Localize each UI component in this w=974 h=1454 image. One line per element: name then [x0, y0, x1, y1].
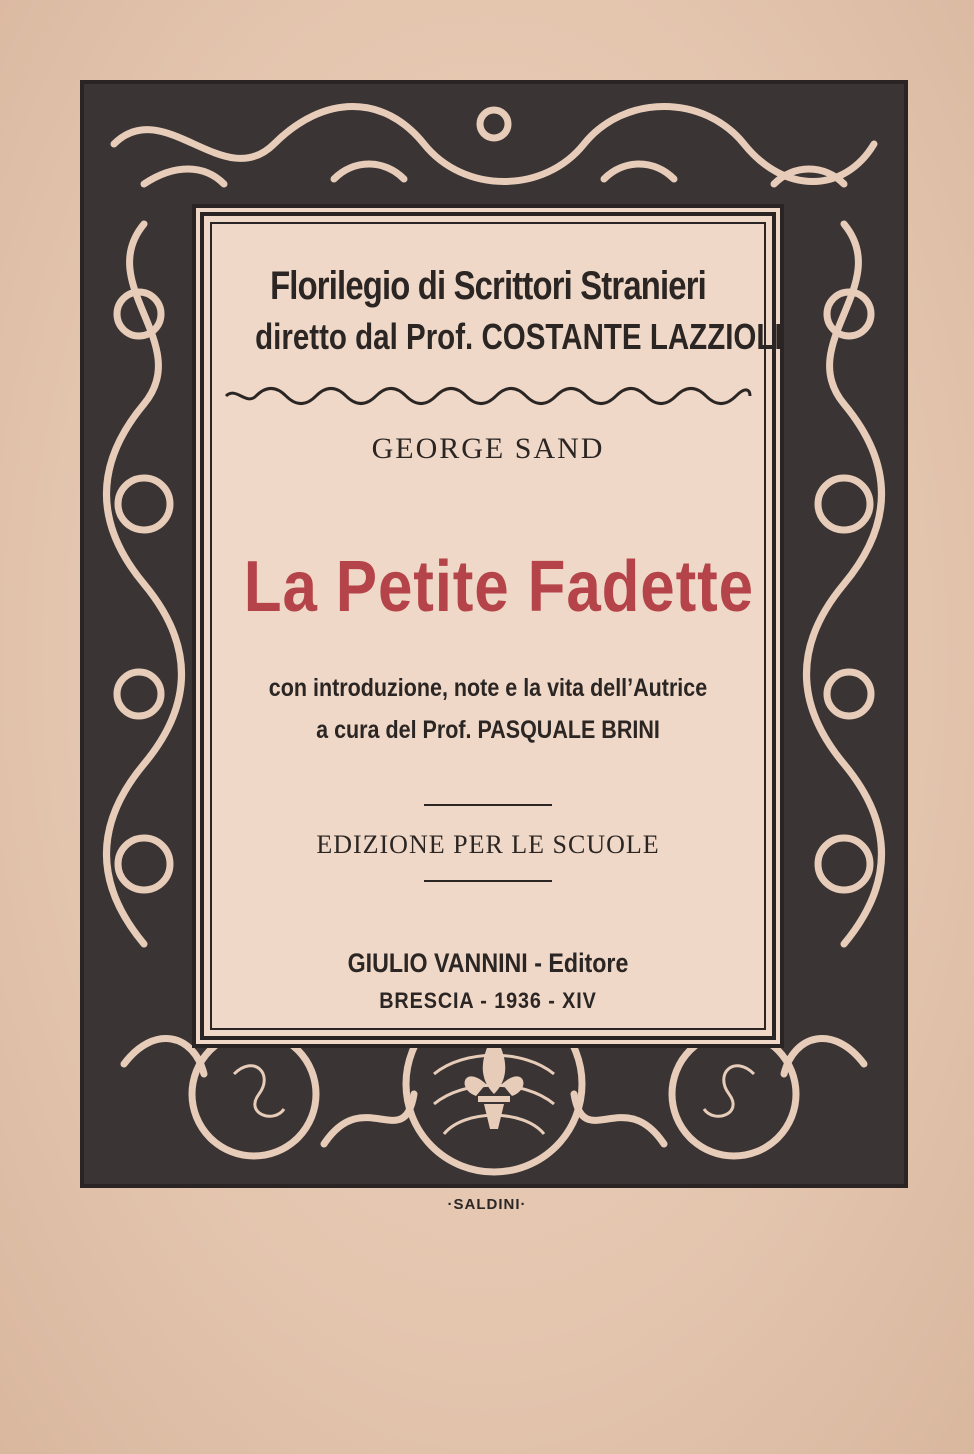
- wavy-divider: [222, 384, 754, 408]
- subtitle: con introduzione, note e la vita dell’Autrice: [268, 674, 708, 702]
- series-director: diretto dal Prof. COSTANTE LAZZIOLI: [255, 316, 783, 357]
- edition-label: EDIZIONE PER LE SCUOLE: [316, 830, 660, 859]
- rule-above-edition: [424, 804, 552, 806]
- curator-line: a cura del Prof. PASQUALE BRINI: [316, 716, 660, 744]
- book-title: La Petite Fadette: [243, 547, 754, 627]
- illustrator-signature: ·SALDINI·: [447, 1196, 527, 1213]
- title-panel: [200, 212, 783, 1040]
- place-year: BRESCIA - 1936 - XIV: [379, 988, 597, 1013]
- author-name: GEORGE SAND: [371, 432, 605, 465]
- publisher: GIULIO VANNINI - Editore: [347, 948, 629, 978]
- rule-below-edition: [424, 880, 552, 882]
- series-title: Florilegio di Scrittori Stranieri: [270, 264, 706, 308]
- fleur-de-lis-icon: [465, 1034, 524, 1129]
